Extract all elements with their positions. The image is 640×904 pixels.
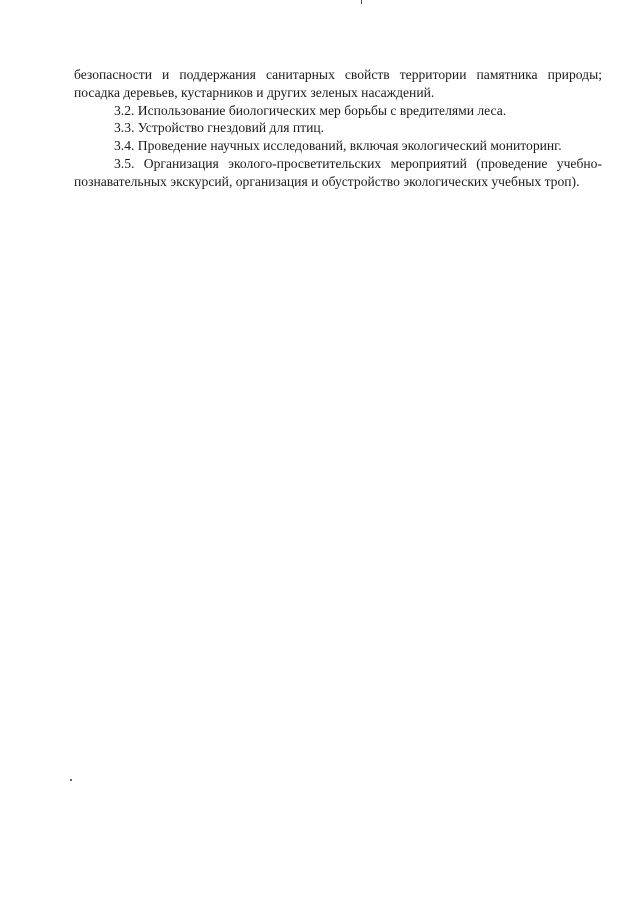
paragraph-item-3-2 (74, 102, 602, 120)
text-line: познавательных экскурсий, организация и обустройство экологических учебных троп). (74, 173, 580, 189)
paragraph-item-3-3 (74, 119, 602, 137)
page-top-mark (361, 0, 362, 4)
text-line: 3.3. Устройство гнездовий для птиц. (114, 120, 325, 136)
text-line: 3.2. Использование биологических мер борьбы с вредителями леса. (114, 102, 507, 118)
text-line: 3.5. Организация эколого-просветительских мероприятий (проведение учебно- (114, 155, 602, 171)
document-body (74, 66, 602, 191)
scan-dot (70, 779, 72, 781)
paragraph-item-3-4 (74, 137, 602, 155)
text-line: посадка деревьев, кустарников и других зеленых насаждений. (74, 84, 435, 100)
paragraph-continuation (74, 66, 602, 102)
text-line: безопасности и поддержания санитарных свойств территории памятника природы; (74, 67, 602, 82)
text-line: 3.4. Проведение научных исследований, включая экологический мониторинг. (114, 138, 562, 154)
paragraph-item-3-5 (74, 155, 602, 191)
